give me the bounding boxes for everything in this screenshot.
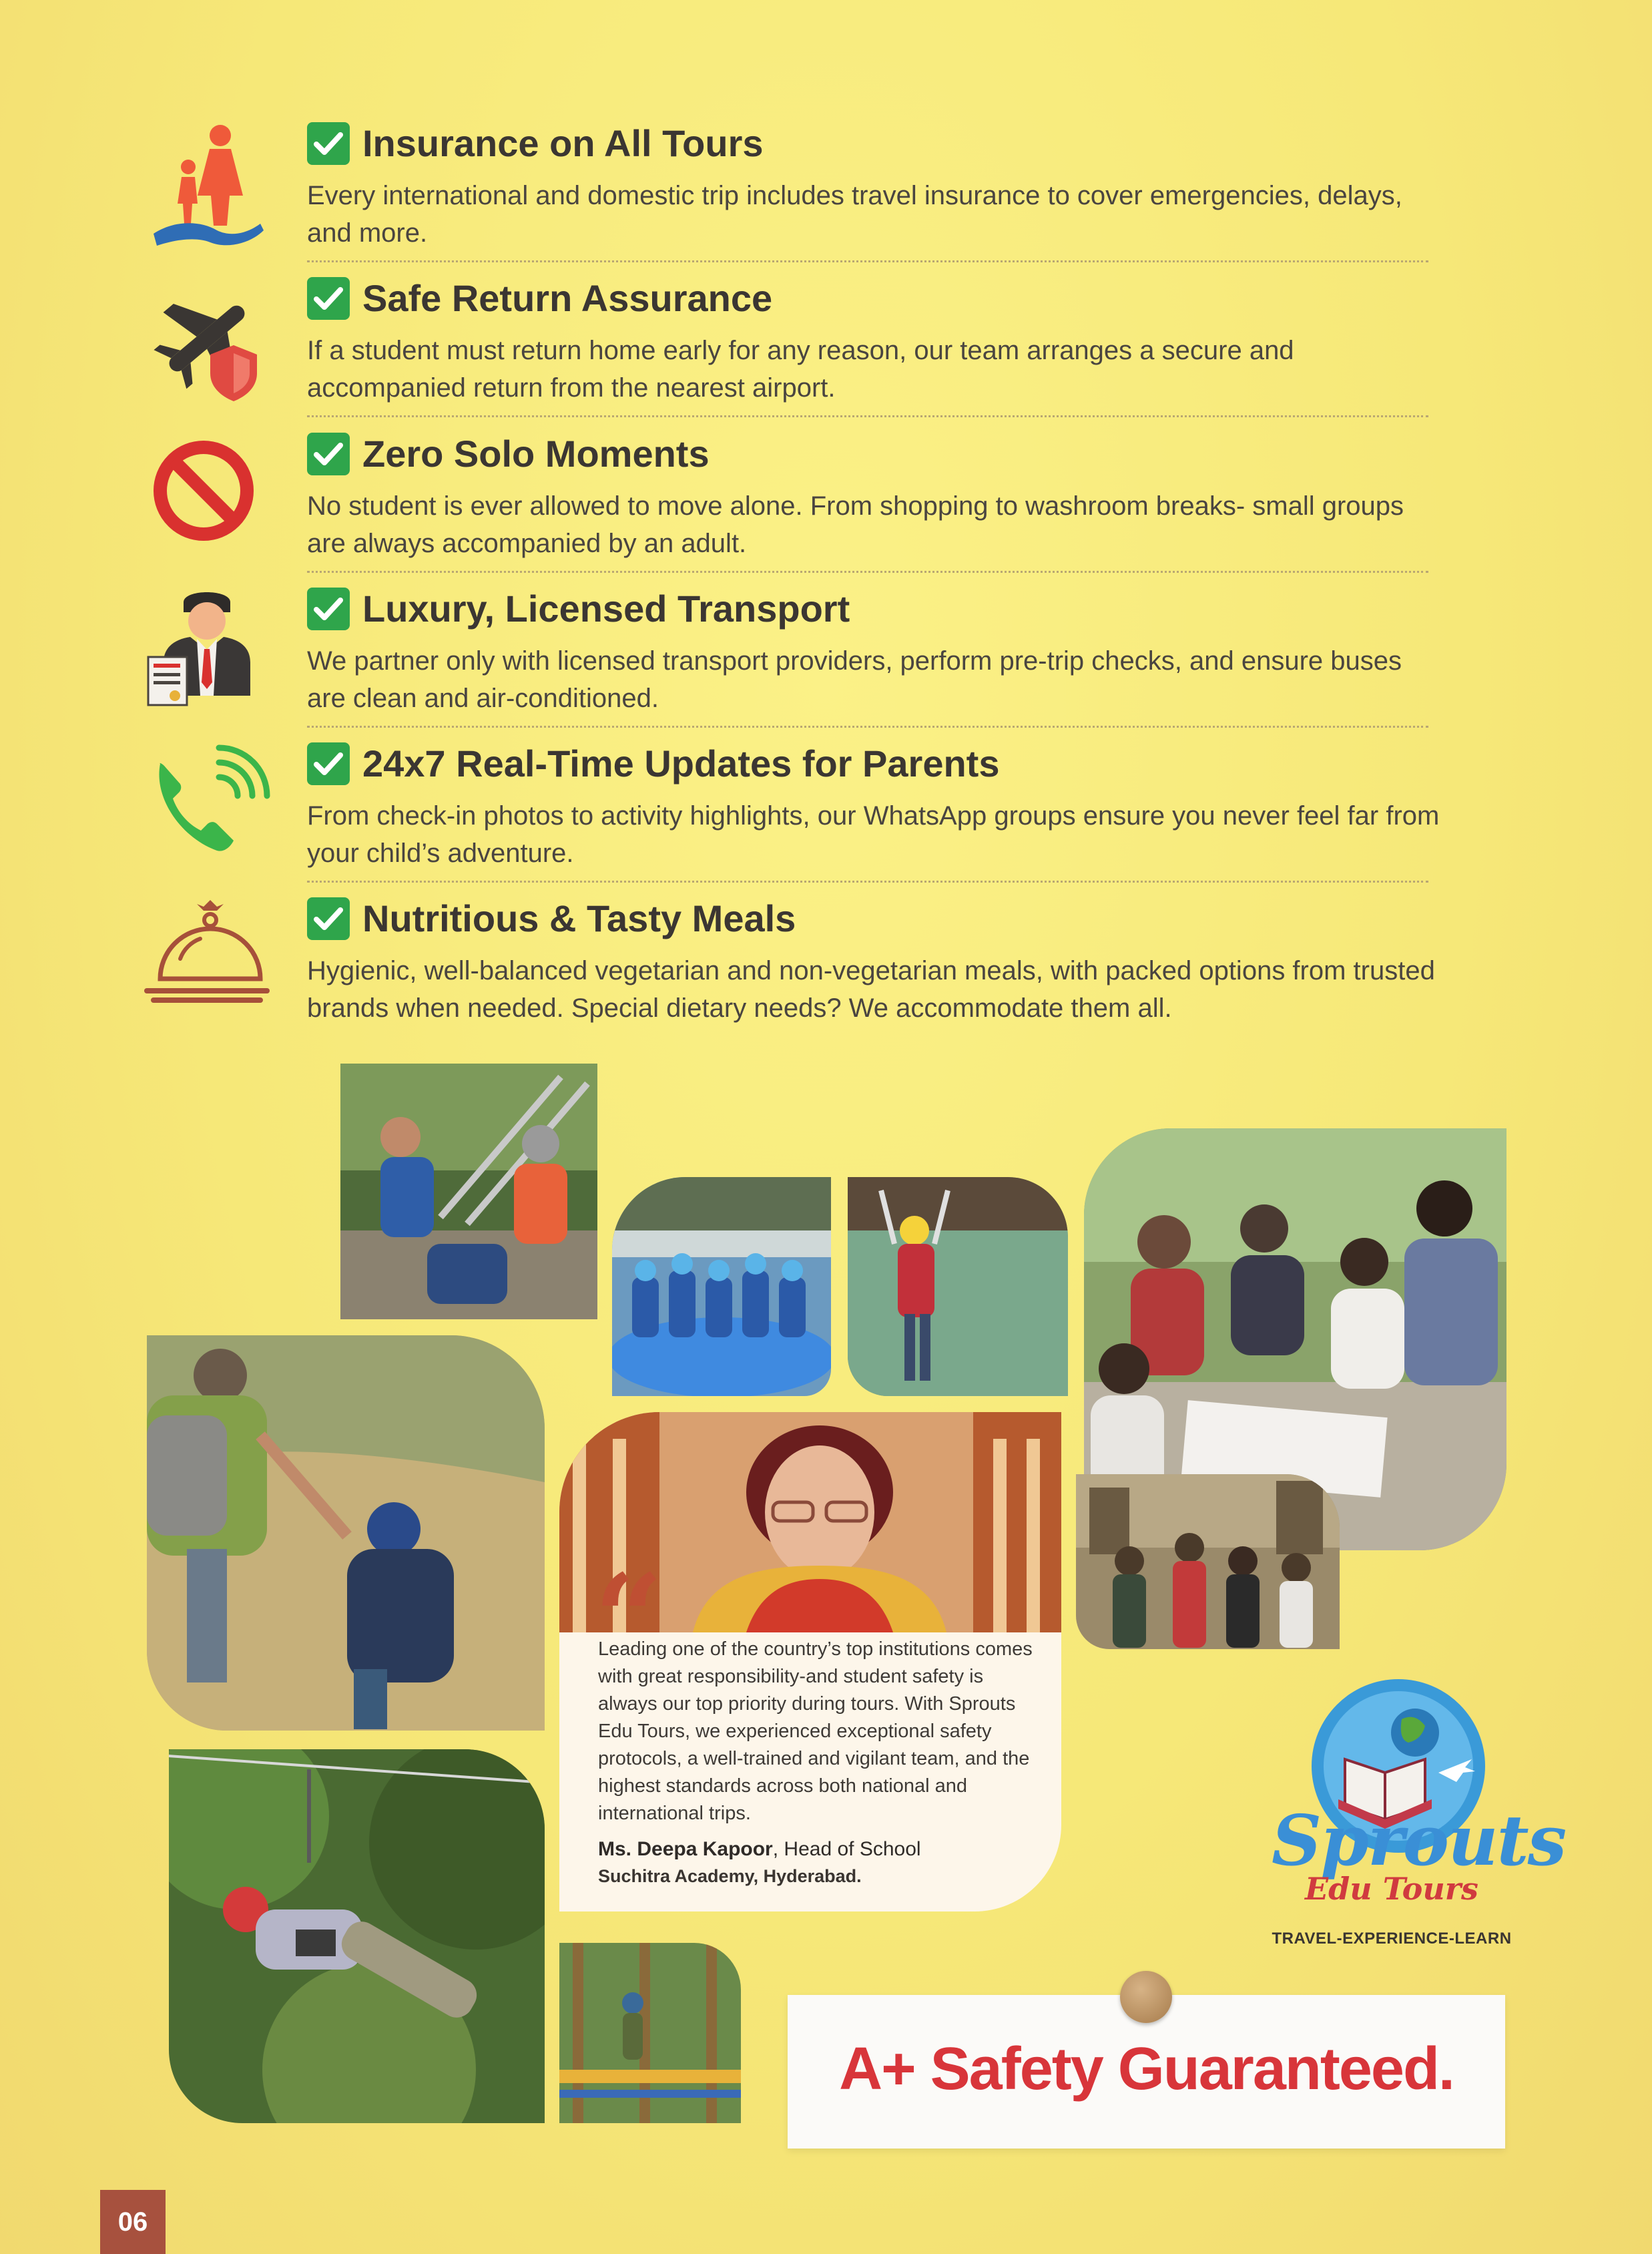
author-name: Ms. Deepa Kapoor bbox=[598, 1838, 773, 1860]
quote-icon: “ bbox=[594, 1548, 663, 1689]
feature-description: No student is ever allowed to move alone. From shopping to washroom breaks- small groups are always accompanied by an adult. bbox=[307, 491, 1404, 558]
feature-description: From check-in photos to activity highlights, our WhatsApp groups ensure you never feel far from your child’s adventure. bbox=[307, 801, 1440, 868]
photo-rope-course bbox=[559, 1943, 741, 2123]
phone-ringing-icon bbox=[140, 737, 274, 871]
check-icon bbox=[307, 122, 350, 165]
divider bbox=[307, 415, 1428, 417]
check-icon bbox=[307, 588, 350, 630]
testimonial-author bbox=[598, 1838, 1045, 1861]
feature-title: Nutritious & Tasty Meals bbox=[362, 897, 796, 939]
check-icon bbox=[307, 433, 350, 475]
divider bbox=[307, 726, 1428, 728]
licensed-driver-icon bbox=[140, 582, 274, 716]
prohibited-icon bbox=[140, 427, 274, 561]
airplane-shield-icon bbox=[140, 272, 274, 405]
logo-wordmark: Sprouts bbox=[1272, 1799, 1566, 1881]
check-icon bbox=[307, 742, 350, 785]
testimonial-organization: Suchitra Academy, Hyderabad. bbox=[598, 1866, 862, 1886]
feature-title: Luxury, Licensed Transport bbox=[362, 588, 850, 630]
divider bbox=[307, 571, 1428, 573]
logo-tagline: TRAVEL-EXPERIENCE-LEARN bbox=[1272, 1930, 1512, 1948]
photo-climbing-ladder bbox=[340, 1064, 597, 1319]
photo-zipline-lake bbox=[848, 1177, 1068, 1396]
feature-description: We partner only with licensed transport providers, perform pre-trip checks, and ensure buses are clean and air-conditioned. bbox=[307, 646, 1402, 713]
sprouts-logo bbox=[1272, 1672, 1566, 1926]
photo-river-rafting bbox=[612, 1177, 831, 1396]
check-icon bbox=[307, 897, 350, 940]
feature-title: 24x7 Real-Time Updates for Parents bbox=[362, 742, 1000, 784]
divider bbox=[307, 881, 1428, 883]
testimonial-quote: Leading one of the country’s top institutions comes with great responsibility-and student safety is always our top priority during tours. With Sprouts Edu Tours, we experienced exceptional safety protocols, a well-trained and vigilant team, and the highest standards across both national and international trips. bbox=[598, 1638, 1033, 1824]
logo-subtitle: Edu Tours bbox=[1305, 1871, 1478, 1907]
food-cloche-icon bbox=[140, 892, 274, 1026]
testimonial-card bbox=[559, 1412, 1061, 1911]
photo-trekking-help bbox=[147, 1335, 545, 1731]
photo-ruins-group bbox=[1076, 1474, 1340, 1649]
feature-description: If a student must return home early for any reason, our team arranges a secure and accompanied return from the nearest airport. bbox=[307, 336, 1294, 403]
check-icon bbox=[307, 277, 350, 320]
feature-title: Zero Solo Moments bbox=[362, 433, 710, 475]
feature-title: Safe Return Assurance bbox=[362, 277, 773, 319]
photo-zipline-forest bbox=[169, 1749, 545, 2123]
pin-icon bbox=[1120, 1971, 1172, 2023]
family-protection-icon bbox=[140, 117, 274, 250]
page-number: 06 bbox=[100, 2190, 166, 2254]
feature-description: Every international and domestic trip includes travel insurance to cover emergencies, delays, and more. bbox=[307, 181, 1402, 248]
feature-description: Hygienic, well-balanced vegetarian and non-vegetarian meals, with packed options from trusted brands when needed. Special dietary needs? We accommodate them all. bbox=[307, 956, 1435, 1023]
feature-title: Insurance on All Tours bbox=[362, 122, 764, 164]
banner-text: A+ Safety Guaranteed. bbox=[839, 2036, 1454, 2102]
divider bbox=[307, 260, 1428, 262]
author-role: , Head of School bbox=[772, 1838, 921, 1860]
